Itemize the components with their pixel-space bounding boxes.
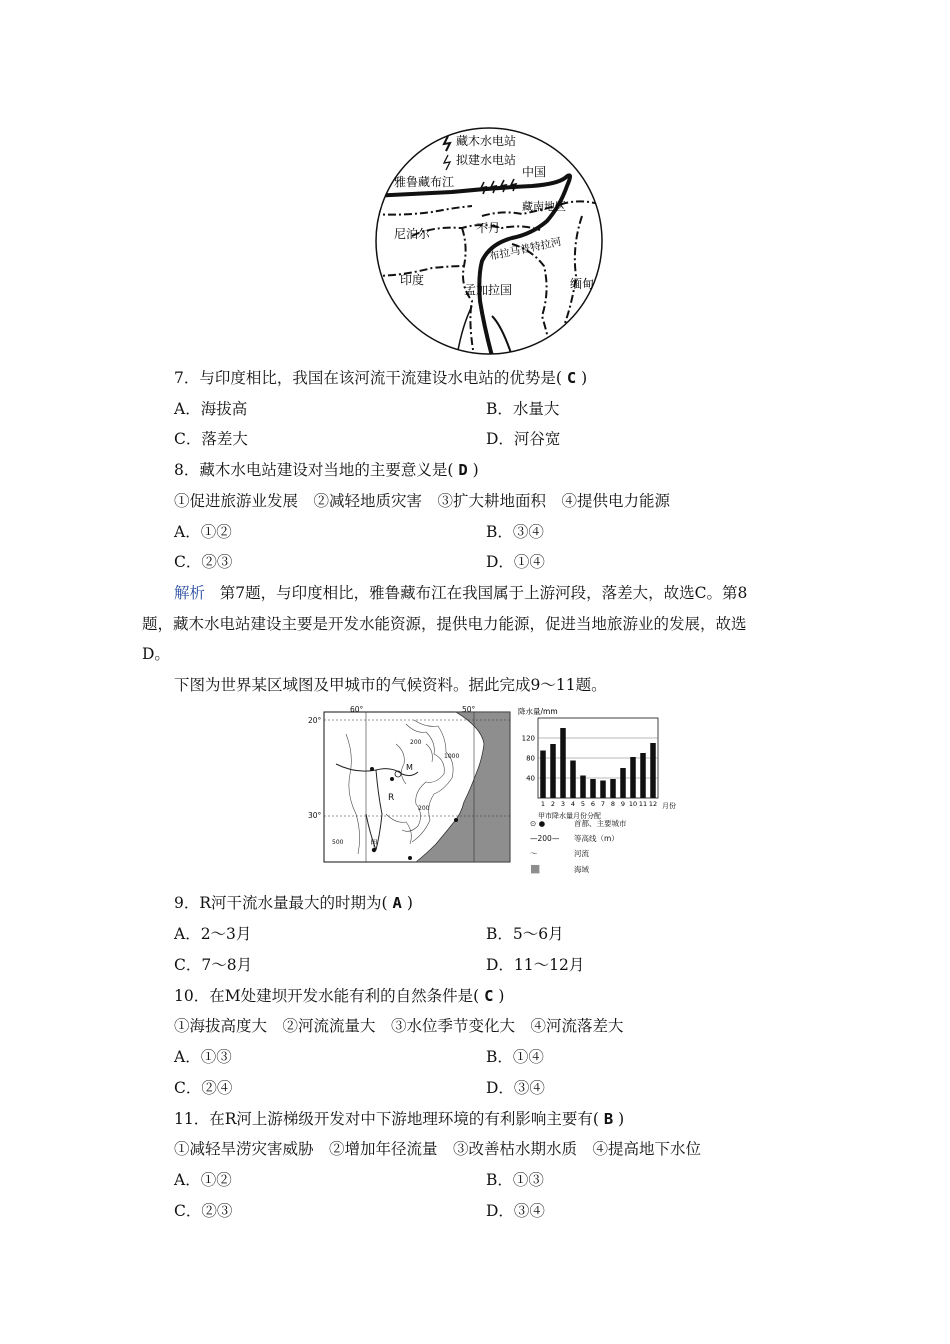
label-river: 雅鲁藏布江 (394, 175, 455, 189)
q10-items: ①海拔高度大 ②河流流量大 ③水位季节变化大 ④河流落差大 (174, 1017, 624, 1035)
q10-stem: 10．在M处建坝开发水能有利的自然条件是( C ) (174, 987, 505, 1005)
chart-bar (580, 776, 586, 799)
q11-stem: 11．在R河上游梯级开发对中下游地理环境的有利影响主要有( B ) (174, 1110, 625, 1128)
q7-option-d[interactable]: D．河谷宽 (486, 430, 561, 448)
chart-xtick: 1 (540, 800, 546, 808)
q9-option-a[interactable]: A．2～3月 (174, 925, 252, 943)
chart-xtick: 10 (628, 800, 638, 808)
q11-answer: B (603, 1110, 614, 1128)
q9-option-c[interactable]: C．7～8月 (174, 956, 253, 974)
chart-bar (650, 743, 656, 798)
q8-option-a[interactable]: A．①② (174, 523, 232, 541)
label-brahmaputra: 布拉马普特拉河 (488, 235, 563, 263)
chart-bar (590, 779, 596, 798)
q10-option-d[interactable]: D．③④ (486, 1079, 545, 1097)
chart-bar (620, 768, 626, 798)
label-myanmar: 缅甸 (570, 277, 595, 291)
chart-xtick: 6 (590, 800, 596, 808)
precip-chart (516, 704, 676, 826)
q7-option-a[interactable]: A．海拔高 (174, 400, 248, 418)
chart-ytick: 40 (526, 774, 535, 783)
q8-option-b[interactable]: B．③④ (486, 523, 544, 541)
analysis-line2: 题，藏木水电站建设主要是开发水能资源，提供电力能源，促进当地旅游业的发展，故选 (142, 615, 747, 633)
city-jia-label: 甲 (370, 839, 378, 848)
region-map (306, 704, 516, 870)
chart-bar (610, 779, 616, 798)
q9-option-b[interactable]: B．5～6月 (486, 925, 564, 943)
svg-text:30°: 30° (308, 811, 322, 820)
q9-answer: A (392, 894, 402, 912)
chart-bar (540, 751, 546, 799)
chart-xtick: 2 (550, 800, 556, 808)
q10-option-c[interactable]: C．②④ (174, 1079, 233, 1097)
label-india: 印度 (400, 273, 425, 287)
legend-row: —200— 等高线（m） (530, 834, 619, 843)
chart-ytick: 80 (526, 754, 535, 763)
chart-xtick: 5 (580, 800, 586, 808)
chart-ylabel: 降水量/mm (518, 707, 558, 716)
chart-bar (550, 744, 556, 798)
legend-row: 〜 河流 (530, 849, 589, 858)
chart-xtick: 4 (570, 800, 576, 808)
q8-items: ①促进旅游业发展 ②减轻地质灾害 ③扩大耕地面积 ④提供电力能源 (174, 492, 671, 510)
label-bhutan: 不丹 (476, 221, 501, 235)
chart-bar (560, 728, 566, 798)
chart-xtick: 9 (620, 800, 626, 808)
yarlung-map (372, 126, 606, 356)
svg-text:500: 500 (332, 839, 344, 846)
svg-text:200: 200 (418, 805, 430, 812)
q11-option-c[interactable]: C．②③ (174, 1202, 233, 1220)
label-south-tibet: 藏南地区 (522, 200, 566, 213)
q8-option-c[interactable]: C．②③ (174, 553, 233, 571)
q10-option-b[interactable]: B．①④ (486, 1048, 544, 1066)
svg-text:50°: 50° (462, 705, 476, 714)
q10-answer: C (484, 987, 494, 1005)
point-m-label: M (406, 763, 413, 772)
label-bangladesh: 孟加拉国 (464, 283, 513, 297)
svg-text:1000: 1000 (444, 753, 460, 760)
legend-row: ■ 海域 (530, 862, 589, 875)
q8-option-d[interactable]: D．①④ (486, 553, 545, 571)
chart-bar (640, 753, 646, 798)
chart-xtick: 8 (610, 800, 616, 808)
analysis-label: 解析 (174, 584, 206, 602)
intro-text: 下图为世界某区域图及甲城市的气候资料。据此完成9～11题。 (174, 676, 607, 694)
chart-ytick: 120 (521, 734, 535, 743)
q11-option-b[interactable]: B．①③ (486, 1171, 544, 1189)
q8-answer: D (458, 461, 468, 479)
svg-text:200: 200 (410, 739, 422, 746)
q11-option-a[interactable]: A．①② (174, 1171, 232, 1189)
chart-title: 甲市降水量月份分配 (538, 812, 601, 820)
chart-xtick: 11 (638, 800, 648, 808)
chart-xtick: 12 (648, 800, 658, 808)
chart-xtick: 7 (600, 800, 606, 808)
q7-answer: C (566, 369, 577, 387)
river-r-label: R (388, 793, 395, 803)
svg-text:20°: 20° (308, 716, 322, 725)
legend-row: ⊙ ● 首都、主要城市 (530, 819, 627, 828)
chart-bar (570, 761, 576, 799)
chart-legend (530, 816, 680, 877)
legend-planned: 拟建水电站 (456, 153, 517, 167)
analysis-line1: 解析 第7题，与印度相比，雅鲁藏布江在我国属于上游河段，落差大，故选C。第8 (174, 584, 748, 602)
q8-stem: 8．藏木水电站建设对当地的主要意义是( D ) (174, 461, 479, 479)
chart-xtick: 3 (560, 800, 566, 808)
analysis-line3: D。 (142, 645, 170, 663)
q9-stem: 9．R河干流水量最大的时期为( A ) (174, 894, 413, 912)
legend-existing: 藏木水电站 (456, 134, 517, 148)
chart-bar (630, 757, 636, 798)
q7-option-c[interactable]: C．落差大 (174, 430, 248, 448)
chart-xlabel: 月份 (662, 802, 676, 810)
chart-bar (600, 781, 606, 799)
q7-option-b[interactable]: B．水量大 (486, 400, 560, 418)
svg-text:60°: 60° (350, 705, 364, 714)
q11-items: ①减轻旱涝灾害威胁 ②增加年径流量 ③改善枯水期水质 ④提高地下水位 (174, 1140, 702, 1158)
q9-option-d[interactable]: D．11～12月 (486, 956, 585, 974)
q11-option-d[interactable]: D．③④ (486, 1202, 545, 1220)
q10-option-a[interactable]: A．①③ (174, 1048, 232, 1066)
q7-stem: 7．与印度相比，我国在该河流干流建设水电站的优势是( C ) (174, 369, 588, 387)
label-nepal: 尼泊尔 (394, 227, 431, 241)
label-china: 中国 (522, 165, 547, 179)
